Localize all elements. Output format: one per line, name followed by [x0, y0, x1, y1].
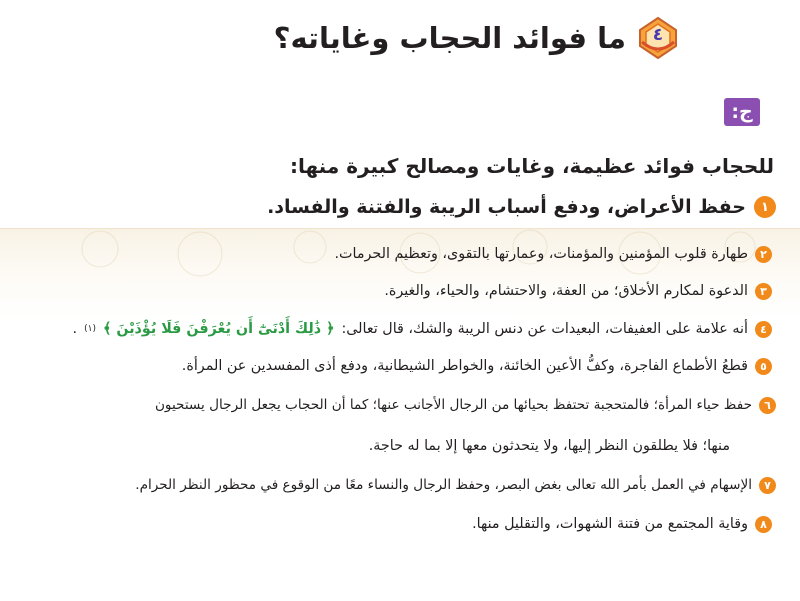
- item-number-badge: ٥: [755, 358, 772, 375]
- item-end-punctuation: .: [72, 321, 78, 338]
- question-number-badge: [636, 16, 680, 60]
- item-number-badge: ٢: [755, 246, 772, 263]
- item-text: قطعُ الأطماع الفاجرة، وكفُّ الأعين الخائنة، والخواطر الشيطانية، ودفع أذى المفسدين عن المرأة.: [181, 358, 748, 375]
- list-item-1: [267, 196, 776, 218]
- list-item-4: [73, 321, 772, 338]
- answer-label: ج:: [724, 98, 760, 126]
- item-text: الإسهام في العمل بأمر الله تعالى بغض البصر، وحفظ الرجال والنساء معًا من الوقوع في محظور النظر الحرام.: [135, 476, 752, 493]
- item-text: الدعوة لمكارم الأخلاق؛ من العفة، والاحتشام، والحياء، والغيرة.: [384, 283, 748, 300]
- list-item-6: [155, 397, 776, 414]
- list-item-6-continuation: منها؛ فلا يطلقون النظر إليها، ولا يتحدثون معها إلا بما له حاجة.: [368, 438, 730, 454]
- list-item-2: [335, 246, 773, 263]
- item-number-badge: ٣: [755, 283, 772, 300]
- question-number: ٤: [652, 25, 664, 45]
- footnote-marker: (١): [84, 324, 96, 334]
- item-number-badge: ٧: [759, 477, 776, 494]
- item-text: وقاية المجتمع من فتنة الشهوات، والتقليل منها.: [472, 516, 748, 533]
- list-item-8: [472, 516, 772, 533]
- list-item-5: [182, 358, 772, 375]
- intro-text: للحجاب فوائد عظيمة، وغايات ومصالح كبيرة منها:: [289, 154, 774, 178]
- list-item-7: [135, 477, 776, 494]
- item-text: أنه علامة على العفيفات، البعيدات عن دنس الريبة والشك، قال تعالى:: [341, 321, 748, 338]
- question-header: [274, 14, 680, 62]
- question-title: ما فوائد الحجاب وغاياته؟: [273, 21, 626, 55]
- quran-verse: ﴿ ذَٰلِكَ أَدْنَىٰٓ أَن يُعْرَفْنَ فَلَا يُؤْذَيْنَ ﴾: [102, 321, 335, 338]
- item-text: حفظ حياء المرأة؛ فالمتحجبة تحتفظ بحيائها من الرجال الأجانب عنها؛ كما أن الحجاب يجعل الرجال يستحيون: [154, 396, 752, 413]
- item-number-badge: ٤: [755, 321, 772, 338]
- list-item-3: [384, 283, 772, 300]
- item-number-badge: ١: [754, 196, 776, 218]
- item-number-badge: ٦: [759, 397, 776, 414]
- item-text: طهارة قلوب المؤمنين والمؤمنات، وعمارتها بالتقوى، وتعظيم الحرمات.: [334, 246, 748, 263]
- item-number-badge: ٨: [755, 516, 772, 533]
- item-text: حفظ الأعراض، ودفع أسباب الريبة والفتنة والفساد.: [267, 196, 746, 218]
